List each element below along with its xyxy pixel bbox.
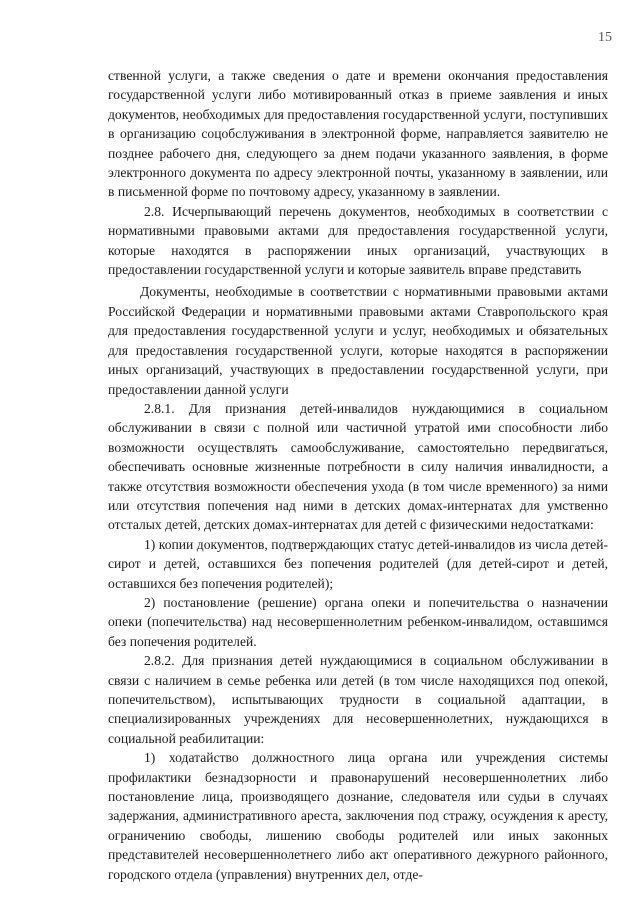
page-number: 15: [598, 30, 612, 45]
clause-2-8-2-item-1: 1) ходатайство должностного лица органа или учреждения системы профилактики безнадзорности и правонарушений несовершеннолетних либо постановление лица, производящего дознание, следователя или судьи в случаях задержания, административного ареста, заключения под стражу, осуждения к аресту, ограничению свободы, лишению свободы родителей или иных законных представителей несовершеннолетнего либо акт оперативного дежурного районного, городского отдела (управления) внутренних дел, отде-: [108, 750, 608, 882]
document-body: [108, 66, 608, 884]
clause-2-8-2: 2.8.2. Для признания детей нуждающимися в социальном обслуживании в связи с наличием в семье ребенка или детей (в том числе находящихся под опекой, попечительством), испытывающих трудности в социальной адаптации, в специализированных учреждениях для несовершеннолетних, нуждающихся в социальной реабилитации:: [108, 653, 608, 746]
clause-2-8-1-item-2: 2) постановление (решение) органа опеки и попечительства о назначении опеки (попечительства) над несовершеннолетним ребенком-инвалидом, оставшимся без попечения родителей.: [108, 594, 608, 649]
documents-required-paragraph: Документы, необходимые в соответствии с нормативными правовыми актами Российской Федерации и нормативными правовыми актами Ставропольского края для предоставления государственной услуги и услуг, необходимых и обязательных для предоставления государственной услуги, которые находятся в распоряжении иных организаций, участвующих в предоставлении государственной услуги, при предоставлении данной услуги: [108, 284, 608, 397]
section-heading-2-8: 2.8. Исчерпывающий перечень документов, необходимых в соответствии с нормативными правовыми актами для предоставления государственной услуги, которые находятся в распоряжении иных организаций, участвующих в предоставлении государственной услуги и которые заявитель вправе представить: [108, 203, 608, 278]
clause-2-8-1-item-1: 1) копии документов, подтверждающих статус детей-инвалидов из числа детей-сирот и детей, оставшихся без попечения родителей (для детей-сирот и детей, оставшихся без попечения родителей);: [108, 536, 608, 591]
clause-2-8-1: 2.8.1. Для признания детей-инвалидов нуждающимися в социальном обслуживании в связи с полной или частичной утратой ими способности либо возможности осуществлять самообслуживание, самостоятельно передвигаться, обеспечивать основные жизненные потребности в силу наличия инвалидности, а также отсутствия возможности обеспечения ухода (в том числе временного) за ними или отсутствия попечения над ними в детских домах-интернатах для умственно отсталых детей, детских домах-интернатах для детей с физическими недостатками:: [108, 400, 608, 533]
paragraph-continuation: ственной услуги, а также сведения о дате и времени окончания предоставления государственной услуги либо мотивированный отказ в приеме заявления и иных документов, необходимых для предоставления государственной услуги, поступивших в организацию соцобслуживания в электронной форме, направляется заявителю не позднее рабочего дня, следующего за днем подачи указанного заявления, в форме электронного документа по адресу электронной почты, указанному в заявлении, или в письменной форме по почтовому адресу, указанному в заявлении.: [108, 68, 608, 200]
